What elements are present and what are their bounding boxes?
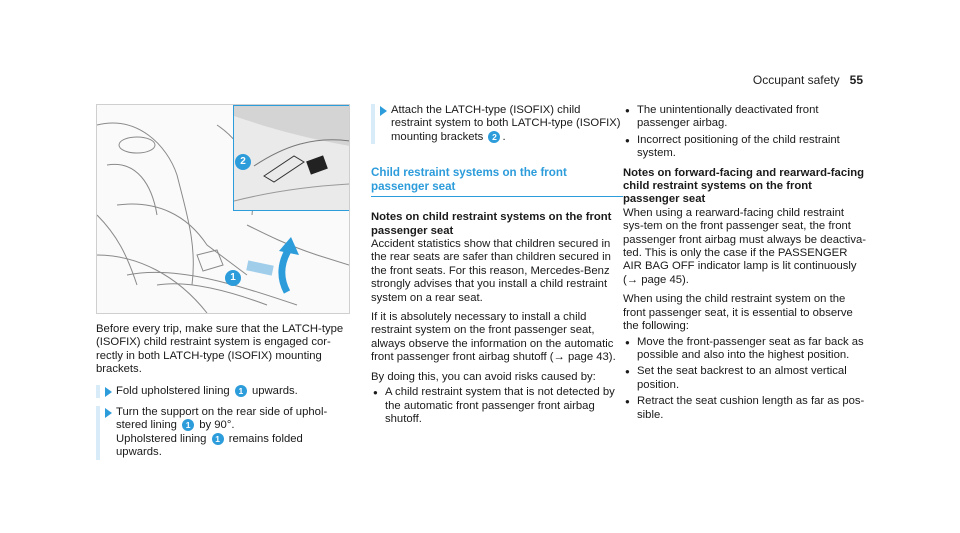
instruction-step <box>371 104 623 144</box>
callout-1-marker <box>223 269 243 287</box>
callout-number: 1 <box>235 385 247 397</box>
instruction-step <box>96 406 350 460</box>
step-text: by 90°. <box>199 419 235 432</box>
step-arrow-icon <box>105 387 112 397</box>
list-item: ● Move the front-passenger seat as far back as possible and also into the highest position. <box>623 336 867 363</box>
page-header <box>753 73 863 87</box>
step-arrow-icon <box>105 408 112 418</box>
step-text: remains folded upwards. <box>116 432 303 459</box>
callout-number: 1 <box>182 419 194 431</box>
step-arrow-icon <box>380 106 387 116</box>
step-text: Fold upholstered lining <box>116 384 230 397</box>
step-text: . <box>502 130 506 143</box>
list-item: ● The unintentionally deactivated front passenger airbag. <box>623 104 867 131</box>
callout-number: 2 <box>235 154 251 170</box>
callout-number: 1 <box>225 270 241 286</box>
list-item: ● A child restraint system that is not detected by the automatic front passenger front airbag shutoff. <box>371 386 623 426</box>
paragraph: By doing this, you can avoid risks caused by: <box>371 370 596 383</box>
step-text: Turn the support on the rear side of uphol-stered lining <box>116 406 328 432</box>
section-heading: Child restraint systems on the front passenger seat <box>371 166 623 197</box>
callout-number: 1 <box>212 433 224 445</box>
section-title: Occupant safety <box>752 73 840 87</box>
step-text: Attach the LATCH-type (ISOFIX) child restraint system to both LATCH-type (ISOFIX) mounting brackets <box>391 104 621 143</box>
callout-2-marker <box>233 153 253 171</box>
fold-up-arrow-icon <box>269 237 309 297</box>
notes-title: Notes on child restraint systems on the front passenger seat <box>371 211 612 237</box>
paragraph: When using a rearward-facing child restraint sys-tem on the front passenger seat, the front passenger front airbag must always be deactiva-ted. This is only the case if the PASSENGER AIR BAG OFF indicator lamp is lit continuously (→ page 45). <box>623 206 867 286</box>
notes-title: Notes on forward-facing and rearward-facing child restraint systems on the front passenger seat <box>623 166 865 206</box>
intro-paragraph: Before every trip, make sure that the LATCH-type (ISOFIX) child restraint system is engaged cor-rectly in both LATCH-type (ISOFIX) mounting brackets. <box>96 323 344 376</box>
rear-seat-isofix-illustration <box>96 104 350 314</box>
risk-list-continued <box>623 104 867 161</box>
list-item: ● Retract the seat cushion length as far as pos-sible. <box>623 395 867 422</box>
column-left <box>96 323 350 468</box>
instruction-step <box>96 385 350 398</box>
paragraph: If it is absolutely necessary to install a child restraint system on the front passenger seat, always observe the information on the automatic front passenger front airbag shutoff (→ page 43). <box>371 311 616 364</box>
instructions-list <box>623 336 867 422</box>
list-item: ● Incorrect positioning of the child restraint system. <box>623 134 867 161</box>
list-item: ● Set the seat backrest to an almost vertical position. <box>623 365 867 392</box>
column-middle <box>371 104 623 432</box>
callout-number: 2 <box>488 131 500 143</box>
risk-list <box>371 386 623 426</box>
page-number: 55 <box>849 73 863 87</box>
step-text: upwards. <box>251 384 298 397</box>
step-text: Upholstered lining <box>116 432 207 445</box>
column-right <box>623 104 867 428</box>
paragraph: When using the child restraint system on the front passenger seat, it is essential to observe the following: <box>623 293 853 333</box>
paragraph: Accident statistics show that children secured in the rear seats are safer than children secured in the front seats. For this reason, Mercedes-Benz strongly advises that you install a child restraint system on a rear seat. <box>371 238 611 304</box>
